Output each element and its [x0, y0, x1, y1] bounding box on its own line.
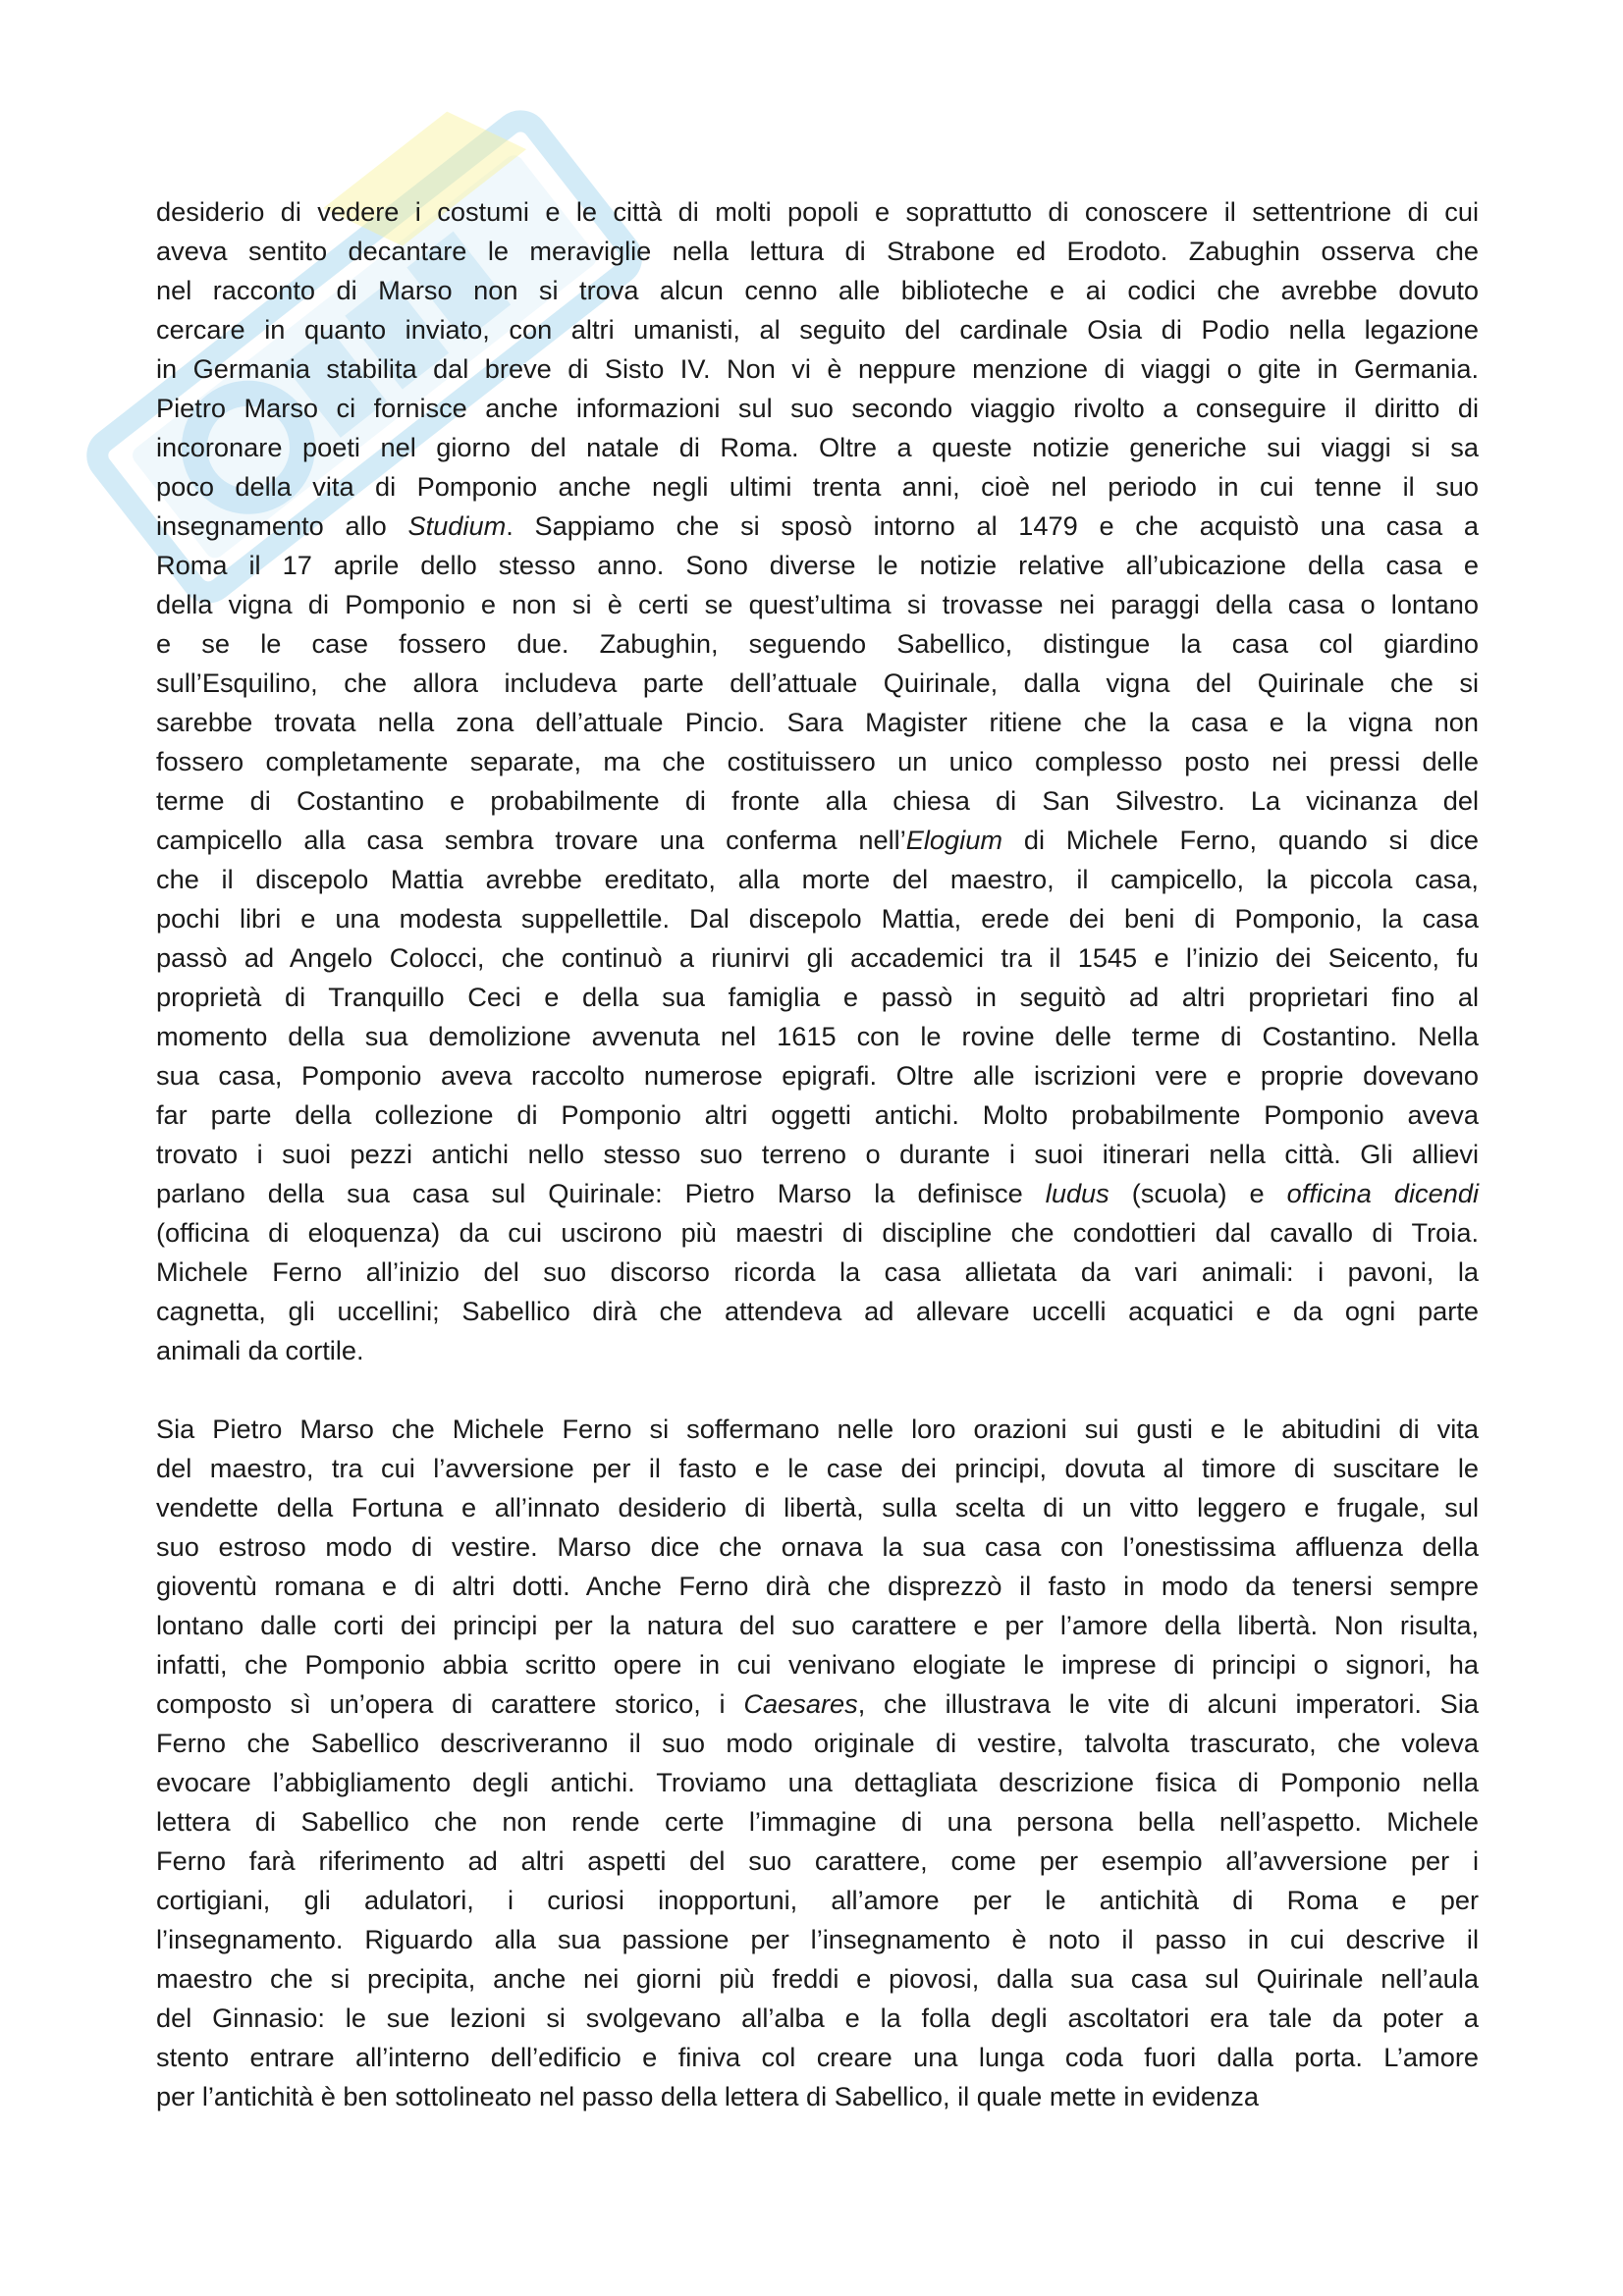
text-line	[156, 1213, 1479, 1253]
text-line	[156, 1017, 1479, 1056]
text-run: Sia Pietro Marso che Michele Ferno si soffermano nelle loro orazioni sui gusti e le abitudini di vita	[156, 1414, 1479, 1444]
italic-term: Elogium	[905, 825, 1002, 855]
text-line	[156, 1567, 1479, 1606]
document-body	[156, 192, 1479, 2116]
text-line	[156, 899, 1479, 938]
text-run: aveva sentito decantare le meraviglie nella lettura di Strabone ed Erodoto. Zabughin osserva che	[156, 236, 1479, 266]
text-run: suo estroso modo di vestire. Marso dice che ornava la sua casa con l’onestissima affluenza della	[156, 1531, 1479, 1562]
text-line	[156, 703, 1479, 742]
text-run: sua casa, Pomponio aveva raccolto numerose epigrafi. Oltre alle iscrizioni vere e proprie dovevano	[156, 1060, 1479, 1091]
text-run: Michele Ferno all’inizio del suo discorso ricorda la casa allietata da vari animali: i pavoni, la	[156, 1256, 1479, 1287]
text-run: Pietro Marso ci fornisce anche informazioni sul suo secondo viaggio rivolto a conseguire il diritto di	[156, 393, 1479, 423]
text-line	[156, 742, 1479, 781]
text-run: lontano dalle corti dei principi per la natura del suo carattere e per l’amore della libertà. Non risulta,	[156, 1610, 1479, 1640]
italic-term: Caesares	[743, 1688, 858, 1719]
paragraph-2	[156, 1410, 1479, 2116]
text-run: stento entrare all’interno dell’edificio e finiva col creare una lunga coda fuori dalla porta. L’amore	[156, 2042, 1479, 2072]
text-line	[156, 1410, 1479, 1449]
text-run: proprietà di Tranquillo Ceci e della sua famiglia e passò in seguitò ad altri proprietari fino al	[156, 982, 1479, 1012]
text-run: , che illustrava le vite di alcuni imperatori. Sia	[857, 1688, 1479, 1719]
text-run: composto sì un’opera di carattere storico, i	[156, 1688, 744, 1719]
text-run: e se le case fossero due. Zabughin, seguendo Sabellico, distingue la casa col giardino	[156, 628, 1479, 659]
text-line	[156, 1135, 1479, 1174]
text-run: passò ad Angelo Colocci, che continuò a riunirvi gli accademici tra il 1545 e l’inizio dei Seicento, fu	[156, 942, 1479, 973]
text-line	[156, 1488, 1479, 1527]
text-run: di Michele Ferno, quando si dice	[1001, 825, 1479, 855]
text-run: della vigna di Pomponio e non si è certi se quest’ultima si trovasse nei paraggi della casa o lontano	[156, 589, 1479, 619]
text-line	[156, 1606, 1479, 1645]
text-line	[156, 1331, 1479, 1370]
text-line	[156, 428, 1479, 467]
text-run: che il discepolo Mattia avrebbe ereditato, alla morte del maestro, il campicello, la piccola casa,	[156, 864, 1479, 894]
text-line	[156, 2077, 1479, 2116]
text-line	[156, 585, 1479, 624]
text-run: Ferno che Sabellico descriveranno il suo modo originale di vestire, talvolta trascurato, che voleva	[156, 1728, 1479, 1758]
text-line	[156, 467, 1479, 507]
text-run: parlano della sua casa sul Quirinale: Pietro Marso la definisce	[156, 1178, 1046, 1208]
text-run: cortigiani, gli adulatori, i curiosi inopportuni, all’amore per le antichità di Roma e per	[156, 1885, 1479, 1915]
text-run: cercare in quanto inviato, con altri umanisti, al seguito del cardinale Osia di Podio nella legazione	[156, 314, 1479, 345]
text-line	[156, 624, 1479, 664]
italic-term: Studium	[407, 510, 507, 541]
text-line	[156, 1174, 1479, 1213]
text-line	[156, 978, 1479, 1017]
text-line	[156, 1253, 1479, 1292]
italic-term: officina dicendi	[1286, 1178, 1479, 1208]
text-line	[156, 1684, 1479, 1724]
text-run: lettera di Sabellico che non rende certe l’immagine di una persona bella nell’aspetto. Michele	[156, 1806, 1479, 1837]
text-line	[156, 1881, 1479, 1920]
text-line	[156, 1095, 1479, 1135]
text-line	[156, 1802, 1479, 1842]
text-run: nel racconto di Marso non si trova alcun cenno alle biblioteche e ai codici che avrebbe dovuto	[156, 275, 1479, 305]
text-run: terme di Costantino e probabilmente di fronte alla chiesa di San Silvestro. La vicinanza del	[156, 785, 1479, 816]
text-run: (officina di eloquenza) da cui uscirono più maestri di discipline che condottieri dal cavallo di Troia.	[156, 1217, 1479, 1248]
text-run: insegnamento allo	[156, 510, 408, 541]
text-run: gioventù romana e di altri dotti. Anche Ferno dirà che disprezzò il fasto in modo da tenersi sempre	[156, 1571, 1479, 1601]
text-line	[156, 192, 1479, 232]
text-line	[156, 1959, 1479, 1999]
text-line	[156, 232, 1479, 271]
text-line	[156, 938, 1479, 978]
italic-term: ludus	[1045, 1178, 1109, 1208]
text-run: incoronare poeti nel giorno del natale di Roma. Oltre a queste notizie generiche sui viaggi si sa	[156, 432, 1479, 462]
text-line	[156, 860, 1479, 899]
text-line	[156, 1449, 1479, 1488]
text-line	[156, 781, 1479, 821]
text-line	[156, 1999, 1479, 2038]
text-line	[156, 507, 1479, 546]
text-run: per l’antichità è ben sottolineato nel passo della lettera di Sabellico, il quale mette in evidenza	[156, 2081, 1259, 2111]
text-run: trovato i suoi pezzi antichi nello stesso suo terreno o durante i suoi itinerari nella città. Gli allievi	[156, 1139, 1479, 1169]
text-line	[156, 1645, 1479, 1684]
text-run: momento della sua demolizione avvenuta nel 1615 con le rovine delle terme di Costantino. Nella	[156, 1021, 1479, 1051]
text-line	[156, 1292, 1479, 1331]
text-run: animali da cortile.	[156, 1335, 364, 1365]
text-run: Ferno farà riferimento ad altri aspetti del suo carattere, come per esempio all’avversione per i	[156, 1845, 1479, 1876]
text-run: in Germania stabilita dal breve di Sisto IV. Non vi è neppure menzione di viaggi o gite in Germania.	[156, 353, 1479, 384]
text-run: far parte della collezione di Pomponio altri oggetti antichi. Molto probabilmente Pomponio aveva	[156, 1099, 1479, 1130]
text-run: . Sappiamo che si sposò intorno al 1479 e che acquistò una casa a	[506, 510, 1479, 541]
text-run: sarebbe trovata nella zona dell’attuale Pincio. Sara Magister ritiene che la casa e la vigna non	[156, 707, 1479, 737]
text-run: infatti, che Pomponio abbia scritto opere in cui venivano elogiate le imprese di principi o signori, ha	[156, 1649, 1479, 1680]
text-run: poco della vita di Pomponio anche negli ultimi trenta anni, cioè nel periodo in cui tenne il suo	[156, 471, 1479, 502]
text-run: maestro che si precipita, anche nei giorni più freddi e piovosi, dalla sua casa sul Quirinale nell’aula	[156, 1963, 1479, 1994]
text-line	[156, 310, 1479, 349]
text-run: del maestro, tra cui l’avversione per il fasto e le case dei principi, dovuta al timore di suscitare le	[156, 1453, 1479, 1483]
text-line	[156, 1724, 1479, 1763]
text-line	[156, 1842, 1479, 1881]
text-run: desiderio di vedere i costumi e le città di molti popoli e soprattutto di conoscere il settentrione di cui	[156, 196, 1479, 227]
text-line	[156, 821, 1479, 860]
text-run: sull’Esquilino, che allora includeva parte dell’attuale Quirinale, dalla vigna del Quirinale che si	[156, 667, 1479, 698]
text-line	[156, 2038, 1479, 2077]
text-line	[156, 349, 1479, 389]
paragraph-1	[156, 192, 1479, 1370]
text-run: Roma il 17 aprile dello stesso anno. Sono diverse le notizie relative all’ubicazione della casa e	[156, 550, 1479, 580]
text-run: cagnetta, gli uccellini; Sabellico dirà che attendeva ad allevare uccelli acquatici e da ogni parte	[156, 1296, 1479, 1326]
text-line	[156, 664, 1479, 703]
text-line	[156, 271, 1479, 310]
text-run: l’insegnamento. Riguardo alla sua passione per l’insegnamento è noto il passo in cui descrive il	[156, 1924, 1479, 1954]
text-line	[156, 1920, 1479, 1959]
text-line	[156, 1763, 1479, 1802]
text-line	[156, 389, 1479, 428]
text-run: evocare l’abbigliamento degli antichi. Troviamo una dettagliata descrizione fisica di Pomponio nella	[156, 1767, 1479, 1797]
text-line	[156, 1056, 1479, 1095]
text-run: (scuola) e	[1109, 1178, 1287, 1208]
text-line	[156, 546, 1479, 585]
text-line	[156, 1527, 1479, 1567]
text-run: vendette della Fortuna e all’innato desiderio di libertà, sulla scelta di un vitto leggero e frugale, sul	[156, 1492, 1479, 1522]
text-run: campicello alla casa sembra trovare una conferma nell’	[156, 825, 906, 855]
text-run: fossero completamente separate, ma che costituissero un unico complesso posto nei pressi delle	[156, 746, 1479, 776]
text-run: pochi libri e una modesta suppellettile. Dal discepolo Mattia, erede dei beni di Pomponio, la casa	[156, 903, 1479, 934]
text-run: del Ginnasio: le sue lezioni si svolgevano all’alba e la folla degli ascoltatori era tale da poter a	[156, 2002, 1479, 2033]
